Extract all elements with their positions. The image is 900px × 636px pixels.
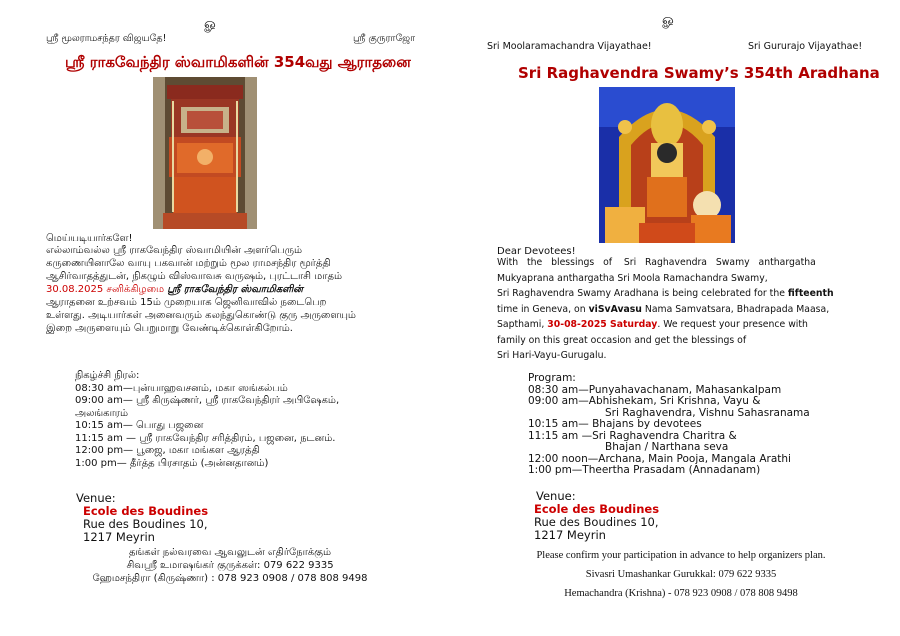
program-item: அலங்காரம்	[75, 407, 129, 419]
venue-city: 1217 Meyrin	[83, 530, 155, 544]
program-item: 10:15 am— Bhajans by devotees	[528, 418, 702, 430]
venue-street: Rue des Boudines 10,	[534, 515, 659, 529]
para-line: ஆராதனை உற்சவம் 15ம் முறையாக ஜெனிவாவில் நடைபெற	[46, 297, 327, 308]
om-symbol: ௐ	[662, 12, 676, 28]
program-heading: Program:	[528, 372, 576, 384]
program-item: 1:00 pm—Theertha Prasadam (Annadanam)	[528, 464, 761, 476]
program-item: 11:15 am — ஸ்ரீ ராகவேந்திர சரித்திரம், பஜனை, நடனம்.	[75, 432, 336, 444]
para-line: எல்லாம்வல்ல ஸ்ரீ ராகவேந்திர ஸ்வாமியின் அளர்பெரும்	[46, 245, 303, 256]
contact-line: தங்கள் நல்வரவை ஆவலுடன் எதிர்நோக்கும்	[128, 547, 332, 558]
page-title: ஸ்ரீ ராகவேந்திர ஸ்வாமிகளின் 354வது ஆராதனை	[65, 53, 411, 71]
contact-line: ஹேமசந்திரா (கிருஷ்ணா) : 078 923 0908 / 078 808 9498	[92, 573, 368, 584]
left-top-invocation: Sri Moolaramachandra Vijayathae!	[487, 41, 652, 52]
shrine-photo	[153, 77, 257, 229]
venue-street: Rue des Boudines 10,	[83, 517, 208, 531]
page-title: Sri Raghavendra Swamy’s 354th Aradhana	[518, 64, 880, 82]
para-line	[497, 317, 857, 333]
program-item: 08:30 am—Punyahavachanam, Mahasankalpam	[528, 383, 782, 396]
venue-label: Venue:	[76, 491, 116, 505]
para-text: time in Geneva, on	[497, 303, 589, 315]
para-line: Mukyaprana anthargatha Sri Moola Ramachandra Swamy,	[497, 272, 768, 284]
program-item: 12:00 noon—Archana, Main Pooja, Mangala Arathi	[528, 452, 791, 465]
venue-label: Venue:	[536, 489, 576, 503]
venue-name: Ecole des Boudines	[534, 502, 660, 516]
para-line	[497, 286, 857, 302]
venue-block	[534, 490, 659, 542]
invitation-paragraph	[46, 244, 446, 335]
contact-line: Sivasri Umashankar Gurukkal: 079 622 9335	[585, 569, 777, 580]
date-highlight: 30-08-2025 Saturday	[547, 319, 658, 330]
contact-block	[80, 546, 380, 585]
venue-block	[76, 492, 208, 544]
contact-line: Hemachandra (Krishna) - 078 923 0908 / 078 808 9498	[564, 588, 798, 599]
samvatsara-emphasis: viSvAvasu	[588, 303, 642, 315]
para-line: Sri Hari-Vayu-Gurugalu.	[497, 350, 607, 361]
om-symbol: ௐ	[204, 16, 218, 32]
program-heading: நிகழ்ச்சி நிரல்:	[75, 370, 140, 381]
program-item: 08:30 am—புன்யாஹவசனம், மகா ஸங்கல்பம்	[75, 382, 288, 394]
para-line: family on this great occasion and get the blessings of	[497, 334, 747, 346]
venue-city: 1217 Meyrin	[534, 528, 606, 542]
para-text: . We request your presence with	[657, 319, 808, 330]
fifteenth-emphasis: fifteenth	[787, 288, 834, 299]
program-item: Sri Raghavendra, Vishnu Sahasranama	[605, 406, 810, 419]
program-item: 1:00 pm— தீர்த்த பிரசாதம் (அன்னதானம்)	[75, 457, 269, 469]
invitation-paragraph	[497, 255, 857, 364]
program-item: 09:00 am— ஸ்ரீ கிருஷ்ணர், ஸ்ரீ ராகவேந்திரர் அபிஷேகம்,	[75, 395, 340, 406]
program-item: 10:15 am— பொது பஜனை	[75, 420, 204, 431]
date-highlight: 30.08.2025 சனிக்கிழமை	[46, 284, 168, 295]
program-list	[75, 370, 405, 470]
program-item: 09:00 am—Abhishekam, Sri Krishna, Vayu &	[528, 395, 761, 407]
confirm-note: Please confirm your participation in advance to help organizers plan.	[536, 550, 826, 561]
venue-name: Ecole des Boudines	[83, 504, 209, 518]
greeting: மெய்யடியார்களே!	[46, 233, 133, 244]
left-top-invocation: ஸ்ரீ மூலராமசந்தர விஜயதே!	[46, 33, 167, 44]
deity-photo	[599, 87, 735, 243]
para-line: கருணையினாலே வாயு பகவான் மற்றும் மூல ராமசந்திர மூர்த்தி	[46, 258, 331, 269]
program-item: Bhajan / Narthana seva	[605, 441, 729, 453]
para-text: Nama Samvatsara, Bhadrapada Maasa,	[641, 303, 830, 315]
para-text: Sapthami,	[497, 319, 548, 330]
right-top-invocation: ஸ்ரீ குருராஜோ	[353, 33, 416, 44]
greeting: Dear Devotees!	[497, 246, 576, 257]
program-list	[528, 373, 858, 477]
para-line: With the blessings of Sri Raghavendra Swamy anthargatha	[497, 257, 816, 268]
para-text: Sri Raghavendra Swamy Aradhana is being celebrated for the	[497, 288, 788, 299]
para-line: இறை அருளையும் பெறுமாறு வேண்டிக்கொள்கிறோம்.	[46, 323, 293, 334]
program-item: 11:15 am —Sri Raghavendra Charitra &	[528, 429, 737, 442]
para-line	[46, 283, 446, 296]
program-item: 12:00 pm— பூஜை, மகா மங்கள ஆரத்தி	[75, 445, 260, 456]
contact-line: சிவஸ்ரீ உமாஷங்கர் குருக்கள்: 079 622 9335	[126, 560, 334, 571]
swami-name-emphasis: ஸ்ரீ ராகவேந்திர ஸ்வாமிகளின்	[167, 284, 303, 295]
contact-block	[520, 546, 842, 603]
para-line: உள்ளது. அடியார்கள் அனைவரும் கலந்துகொண்டு குரு அருளையும்	[46, 310, 356, 321]
right-top-invocation: Sri Gururajo Vijayathae!	[748, 41, 863, 52]
para-line: ஆசிர்வாதத்துடன், நிகழும் விஸ்வாவசு வருஷம், புரட்டாசி மாதம்	[46, 271, 343, 282]
para-line	[497, 302, 857, 318]
